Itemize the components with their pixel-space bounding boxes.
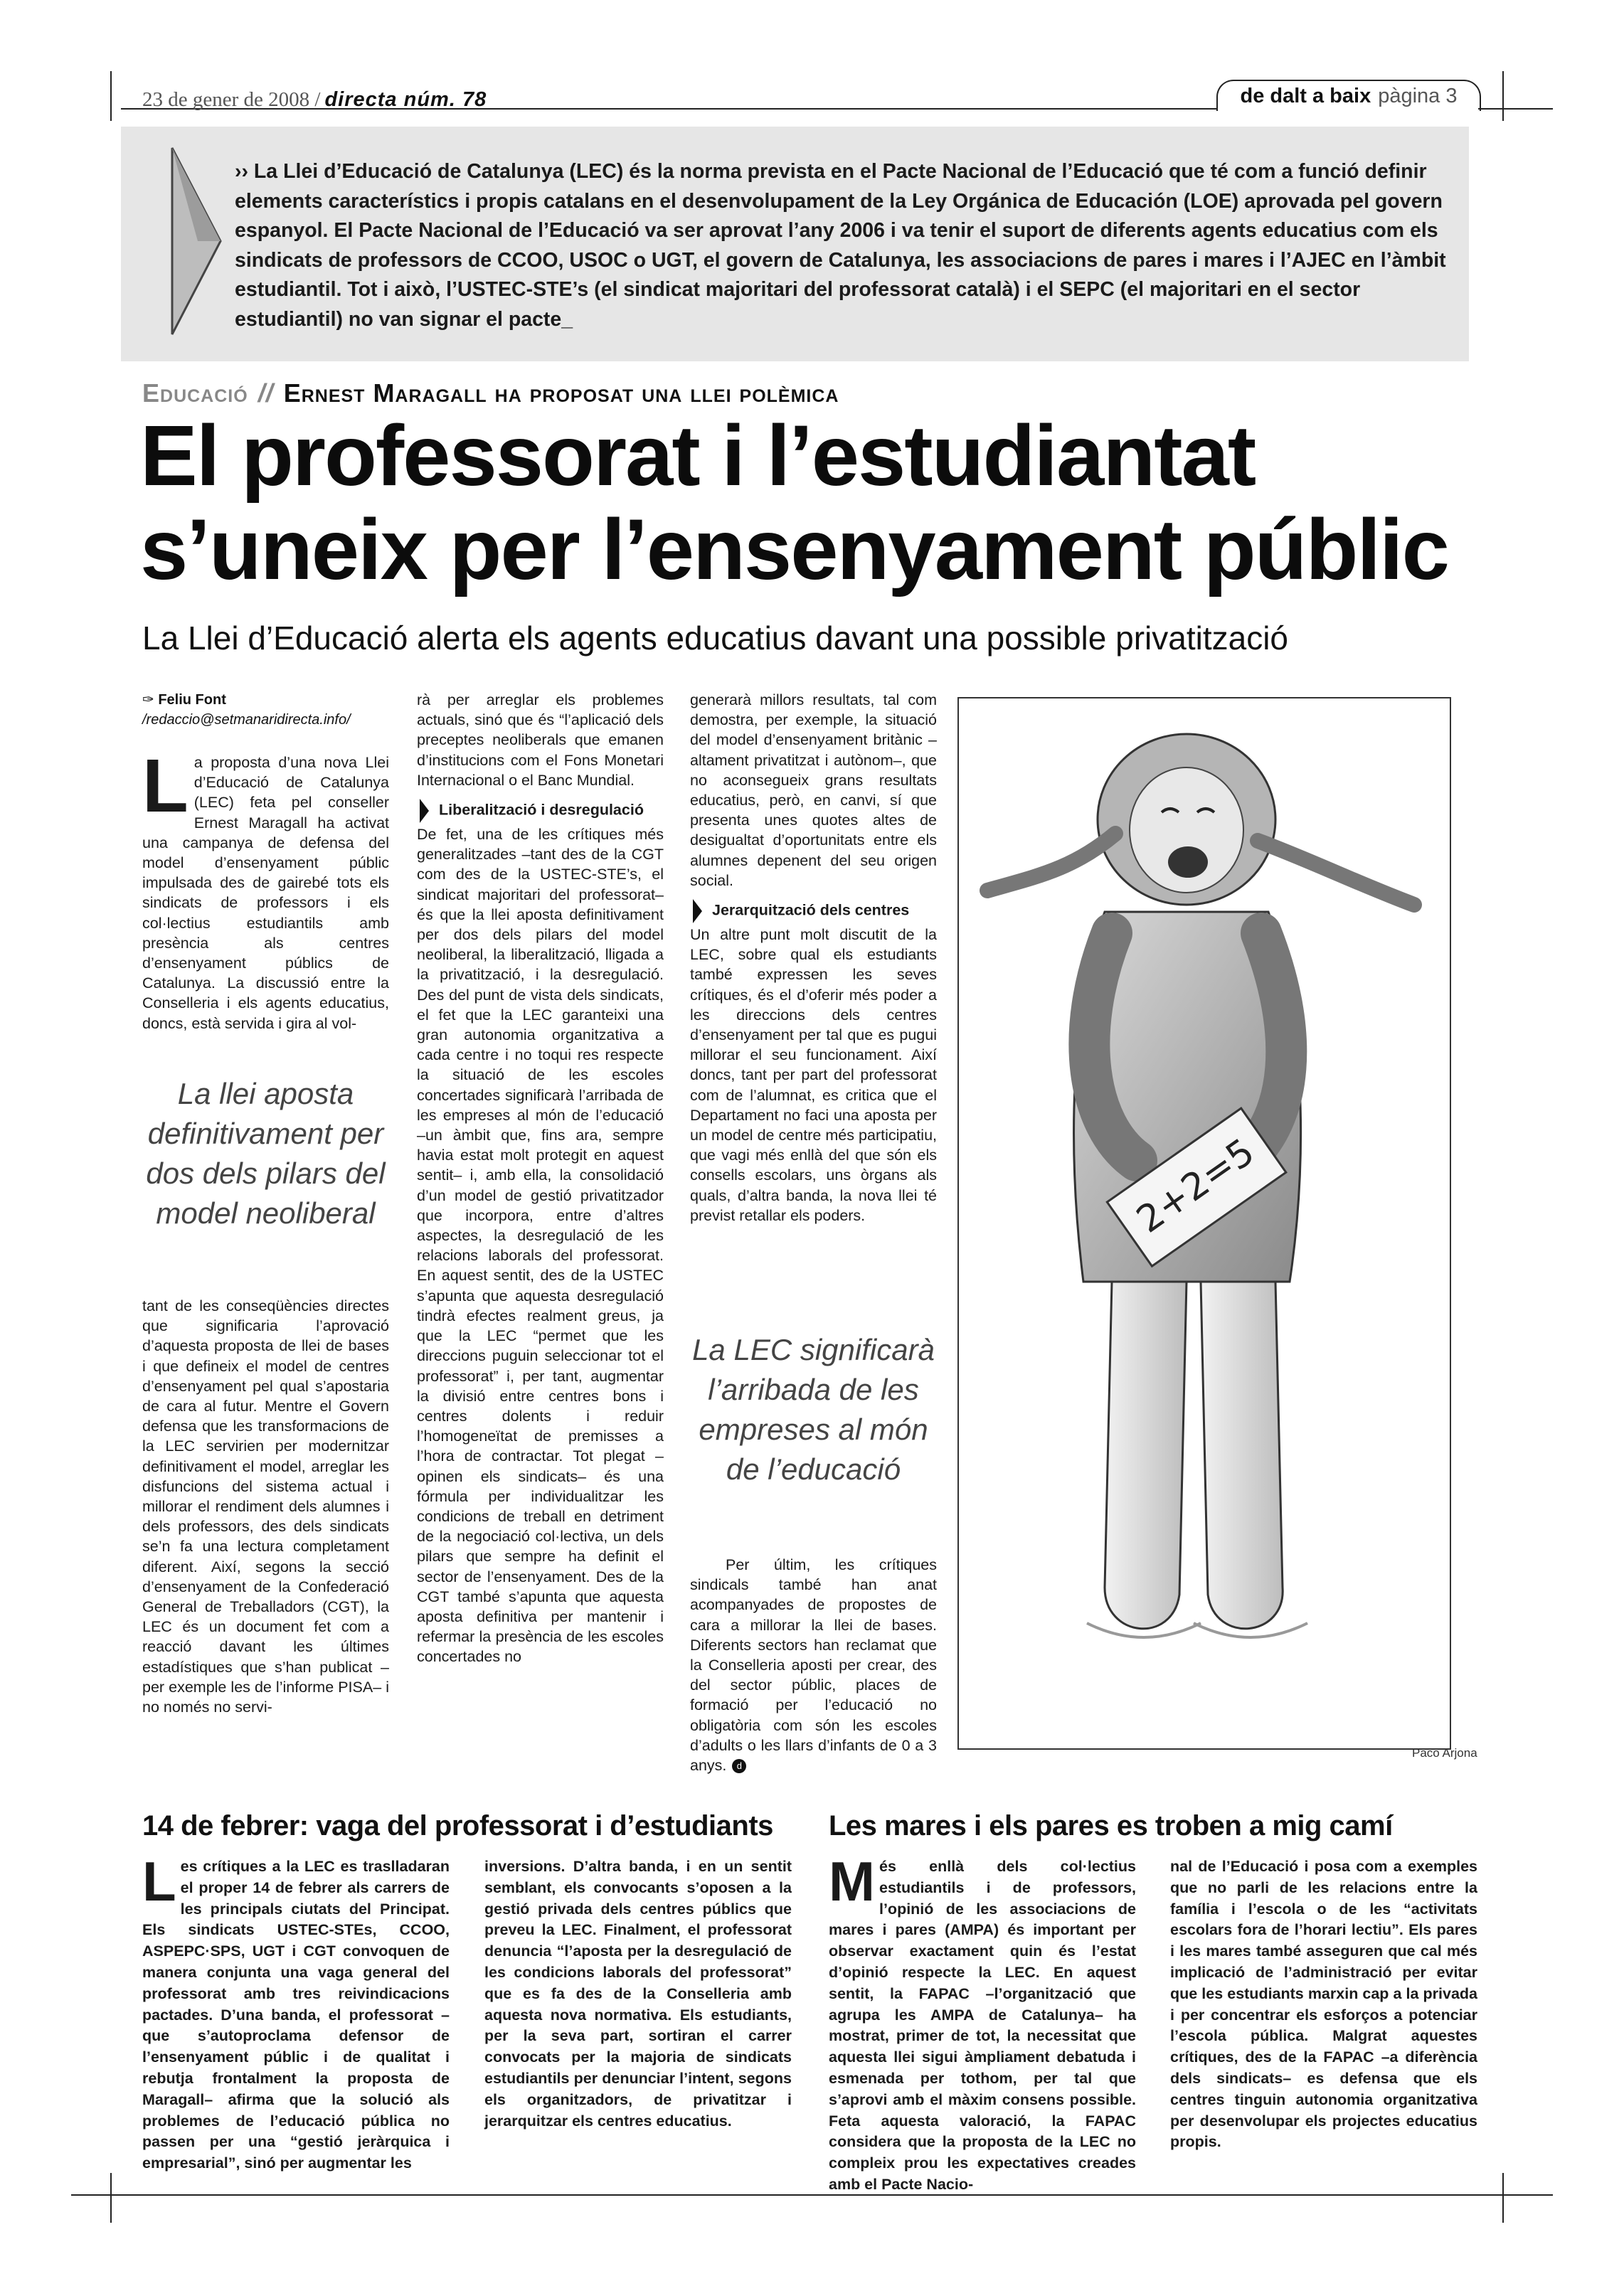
- chevron-arrow-icon: [169, 145, 226, 337]
- section-name: de dalt a baix: [1240, 85, 1371, 107]
- issue-date-line: [142, 88, 487, 112]
- kicker: [142, 378, 839, 408]
- illustration: [957, 697, 1451, 1750]
- article-column-1-bottom: [142, 1296, 389, 1717]
- article-col3-p3: Per últim, les crítiques sindicals també han anat acompanyades de propostes de cara a millorar la llei de bases. Diferents sectors han reclamat que la Conselleria aposti per crear, des del sector públic, places de formació per l’educació no obligatòria com són les escoles d’adults o les llars d’infants de 0 a 3 anys.: [690, 1556, 937, 1775]
- frame-left-top: [110, 71, 112, 121]
- box-1-column-2: [484, 1856, 792, 2132]
- issue-date: 23 de gener de 2008 /: [142, 88, 321, 111]
- kicker-separator: //: [258, 378, 274, 408]
- article-column-3: [690, 690, 937, 1226]
- subhead-liberalitzacio: [417, 799, 664, 823]
- pull-quote-1: La llei aposta definitivament per dos dels pilars del model neoliberal: [146, 1077, 386, 1230]
- section-tab: [1216, 80, 1481, 111]
- frame-right-bottom: [1502, 2173, 1504, 2223]
- article-column-1-top: [142, 744, 389, 1033]
- box-2-column-2: [1170, 1856, 1477, 2153]
- subhead-1-label: Liberalització i desregulació: [439, 801, 644, 819]
- article-col2-p2: De fet, una de les crítiques més generalitzades –tant des de la CGT com des de la USTEC-STE’s, el sindicat majoritari del professorat– és que la llei aposta definitivament per dos dels pilars del model neoliberal, la liberalització, lligada a la privatització, i la desregulació. Des del punt de vista dels sindicats, el fet que la LEC garanteixi una gran autonomia organitzativa a cada centre i no toqui res respecte la situació de les escoles concertades significarà l’arribada de les empreses al món de l’educació –un àmbit que, fins ara, sempre havia estat molt protegit en aquest sentit– i, amb ella, la consolidació d’un model de gestió privatitzador que incorpora, entre d’altres aspectes, la desregulació de les relacions laborals del professorat. En aquest sentit, des de la USTEC s’apunta que aquesta desregulació tindrà efectes realment greus, ja que la LEC “permet que les direccions puguin seleccionar tot el professorat” i, per tant, augmentar la divisió entre centres bons i centres dolents i reduir l’homogeneïtat de premisses a l’hora de contractar. Tot plegat –opinen els sindicats– és una fórmula per individualitzar les condicions de treball en detriment de la negociació col·lectiva, un dels pilars que sempre ha definit el sector de l’ensenyament. Des de la CGT també s’apunta que aquesta aposta definitiva per mantenir i refermar la presència de les escoles concertades no: [417, 826, 664, 1666]
- child-sketch-illustration: [959, 698, 1450, 1748]
- page-title: El professorat i l’estudiantat s’uneix per l’ensenyament públic: [140, 407, 1448, 597]
- issue-number: directa núm. 78: [324, 88, 487, 111]
- dropcap: L: [142, 744, 189, 828]
- article-col2-p1: rà per arreglar els problemes actuals, sinó que és “l’aplicació dels preceptes neoliberals que emanen d’institucions com el Fons Monetari Internacional o el Banc Mundial.: [417, 691, 664, 789]
- photo-credit: Paco Arjona: [1412, 1746, 1477, 1760]
- triangle-marker-icon: [420, 799, 429, 823]
- article-column-2: [417, 690, 664, 1667]
- box-2-col1-text: és enllà dels col·lectius estudiantils i de professors, l’opinió de les associacions de mares i pares (AMPA) és important per observar exactament quin és l’estat d’opinió respecte la LEC. En aquest sentit, la FAPAC –l’organització que agrupa les AMPA de Catalunya– ha mostrat, primer de tot, la necessitat que aquesta llei sigui àmpliament debatuda i esmenada per tothom, per tal que s’aprovi amb el màxim consens possible. Feta aquesta valoració, la FAPAC considera que la proposta de la LEC no compleix prou les expectatives creades amb el Pacte Nacio-: [829, 1858, 1136, 2193]
- article-col1-bottom-text: tant de les conseqüències directes que significaria l’aprovació d’aquesta proposta de llei de bases i que defineix el model de centres d’ensenyament pel qual s’apostaria de cara al futur. Mentre el Govern defensa que les transformacions de la LEC servirien per modernitzar definitivament el model, arreglar les disfuncions del sistema actual i millorar el rendiment dels alumnes i dels professors, des dels sindicats se’n fa una lectura completament diferent. Així, segons la secció d’ensenyament de la Confederació General de Treballadors (CGT), la LEC és un document fet com a reacció davant les últimes estadístiques que s’han publicat –per exemple les de l’informe PISA– i no només no servi-: [142, 1297, 389, 1716]
- end-of-article-icon: d: [732, 1759, 746, 1773]
- frame-left-bottom: [110, 2173, 112, 2223]
- box-2-dropcap: M: [829, 1850, 875, 1913]
- subhead-jerarquitzacio: [690, 899, 937, 923]
- kicker-topic: Ernest Maragall ha proposat una llei polèmica: [283, 378, 839, 408]
- pen-icon: ✑: [142, 692, 154, 708]
- box-1-col1-text: es crítiques a la LEC es traslladaran el proper 14 de febrer als carrers de les principals ciutats del Principat. Els sindicats USTEC-STEs, CCOO, ASPEPC·SPS, UGT i CGT convoquen de manera conjunta una vaga general del professorat amb tres reivindicacions pactades. D’una banda, el professorat –que s’autoproclama defensor de l’ensenyament públic i de qualitat i rebutja frontalment la proposta de Maragall– afirma que la solució als problemes de l’educació pública no passen per una “gestió jeràrquica i empresarial”, sinó per augmentar les: [142, 1858, 450, 2172]
- header-rule-right: [1478, 108, 1553, 110]
- author-email: /redaccio@setmanaridirecta.info/: [142, 712, 351, 728]
- page-number: pàgina 3: [1378, 85, 1458, 107]
- pull-quote-2: La LEC significarà l’arribada de les empreses al món de l’educació: [692, 1333, 935, 1486]
- article-col3-p2: Un altre punt molt discutit de la LEC, sobre qual els estudiants també expressen les seves crítiques, és el d’oferir més poder a les direccions dels centres d’ensenyament per tal que es pugui millorar el seu funcionament. Així doncs, tant per part del professorat com de l’alumnat, es critica que el Departament no faci una aposta per un model de centre més participatiu, que vagi més enllà del que són els consells escolars, uns òrgans als quals, d’altra banda, la nova llei té previst retallar els poders.: [690, 926, 937, 1224]
- box-1-dropcap: L: [142, 1850, 176, 1913]
- box-2-col2-text: nal de l’Educació i posa com a exemples que no parli de les relacions entre la família i l’escola o de les “activitats escolars fora de l’horari lectiu”. Els pares i les mares també asseguren que cal més implicació de l’administració per evitar que les estudiants marxin cap a la privada i per concentrar els esforços a potenciar l’escola pública. Malgrat aquestes crítiques, des de la FAPAC –a diferència dels sindicats– es defensa que els centres tinguin autonomia organitzativa per desenvolupar els projectes educatius propis.: [1170, 1858, 1477, 2151]
- box-1-col2-text: inversions. D’altra banda, i en un sentit semblant, els convocants s’oposen a la gestió privada dels centres públics que preveu la LEC. Finalment, el professorat denuncia “l’aposta per la desregulació de les condicions laborals del professorat” que es fa des de la Conselleria amb aquesta nova normativa. Els estudiants, per la seva part, sortiran el carrer convocats per la majoria de sindicats estudiantils per denunciar l’intent, segons els organitzadors, de privatitzar i jerarquitzar els centres educatius.: [484, 1858, 792, 2130]
- article-col1-top-text: a proposta d’una nova Llei d’Educació de Catalunya (LEC) feta pel conseller Ernest Maragall ha activat una campanya de defensa del model d’ensenyament públic impulsada des de gairebé tots els sindicats de professors i els col·lectius estudiantils amb presència als centres d’ensenyament públics de Catalunya. La discussió entre la Conselleria i els agents educatius, doncs, està servida i gira al vol-: [142, 754, 389, 1032]
- author-name: Feliu Font: [158, 692, 226, 708]
- frame-right-top: [1502, 71, 1504, 121]
- box-1-title: 14 de febrer: vaga del professorat i d’estudiants: [142, 1810, 773, 1841]
- book-equation: 2+2=5: [1129, 1130, 1263, 1242]
- article-col3-p1: generarà millors resultats, tal com demostra, per exemple, la situació del model d’ensenyament britànic –altament privatitzat i autònom–, que no aconsegueix grans resultats educatius, però, en canvi, sí que presenta unes quotes altes de desigualtat d’oportunitats entre els alumnes depenent del seu origen social.: [690, 691, 937, 889]
- box-2-column-1: [829, 1850, 1136, 2196]
- box-1-column-1: [142, 1850, 450, 2174]
- triangle-marker-icon: [693, 899, 702, 923]
- kicker-section: Educació: [142, 378, 248, 408]
- article-column-3-end: [690, 1555, 937, 1775]
- intro-text: ›› La Llei d’Educació de Catalunya (LEC) és la norma prevista en el Pacte Nacional de l’Educació que té com a funció definir elements característics i propis catalans en el desenvolupament de la Ley Orgánica de Educación (LOE) aprovada pel govern espanyol. El Pacte Nacional de l’Educació va ser aprovat l’any 2006 i va tenir el suport de diferents agents educatius com els sindicats de professors de CCOO, USOC o UGT, el govern de Catalunya, les associacions de pares i mares i l’AJEC en l’àmbit estudiantil. Tot i això, l’USTEC-STE’s (el sindicat majoritari del professorat català) i el SEPC (el majoritari en el sector estudiantil) no van signar el pacte_: [235, 160, 1446, 331]
- footer-rule: [71, 2194, 1553, 2196]
- subhead-2-label: Jerarquització dels centres: [712, 901, 910, 919]
- byline: [142, 690, 351, 730]
- box-2-title: Les mares i els pares es troben a mig camí: [829, 1810, 1393, 1841]
- subheadline: La Llei d’Educació alerta els agents educatius davant una possible privatització: [142, 620, 1289, 657]
